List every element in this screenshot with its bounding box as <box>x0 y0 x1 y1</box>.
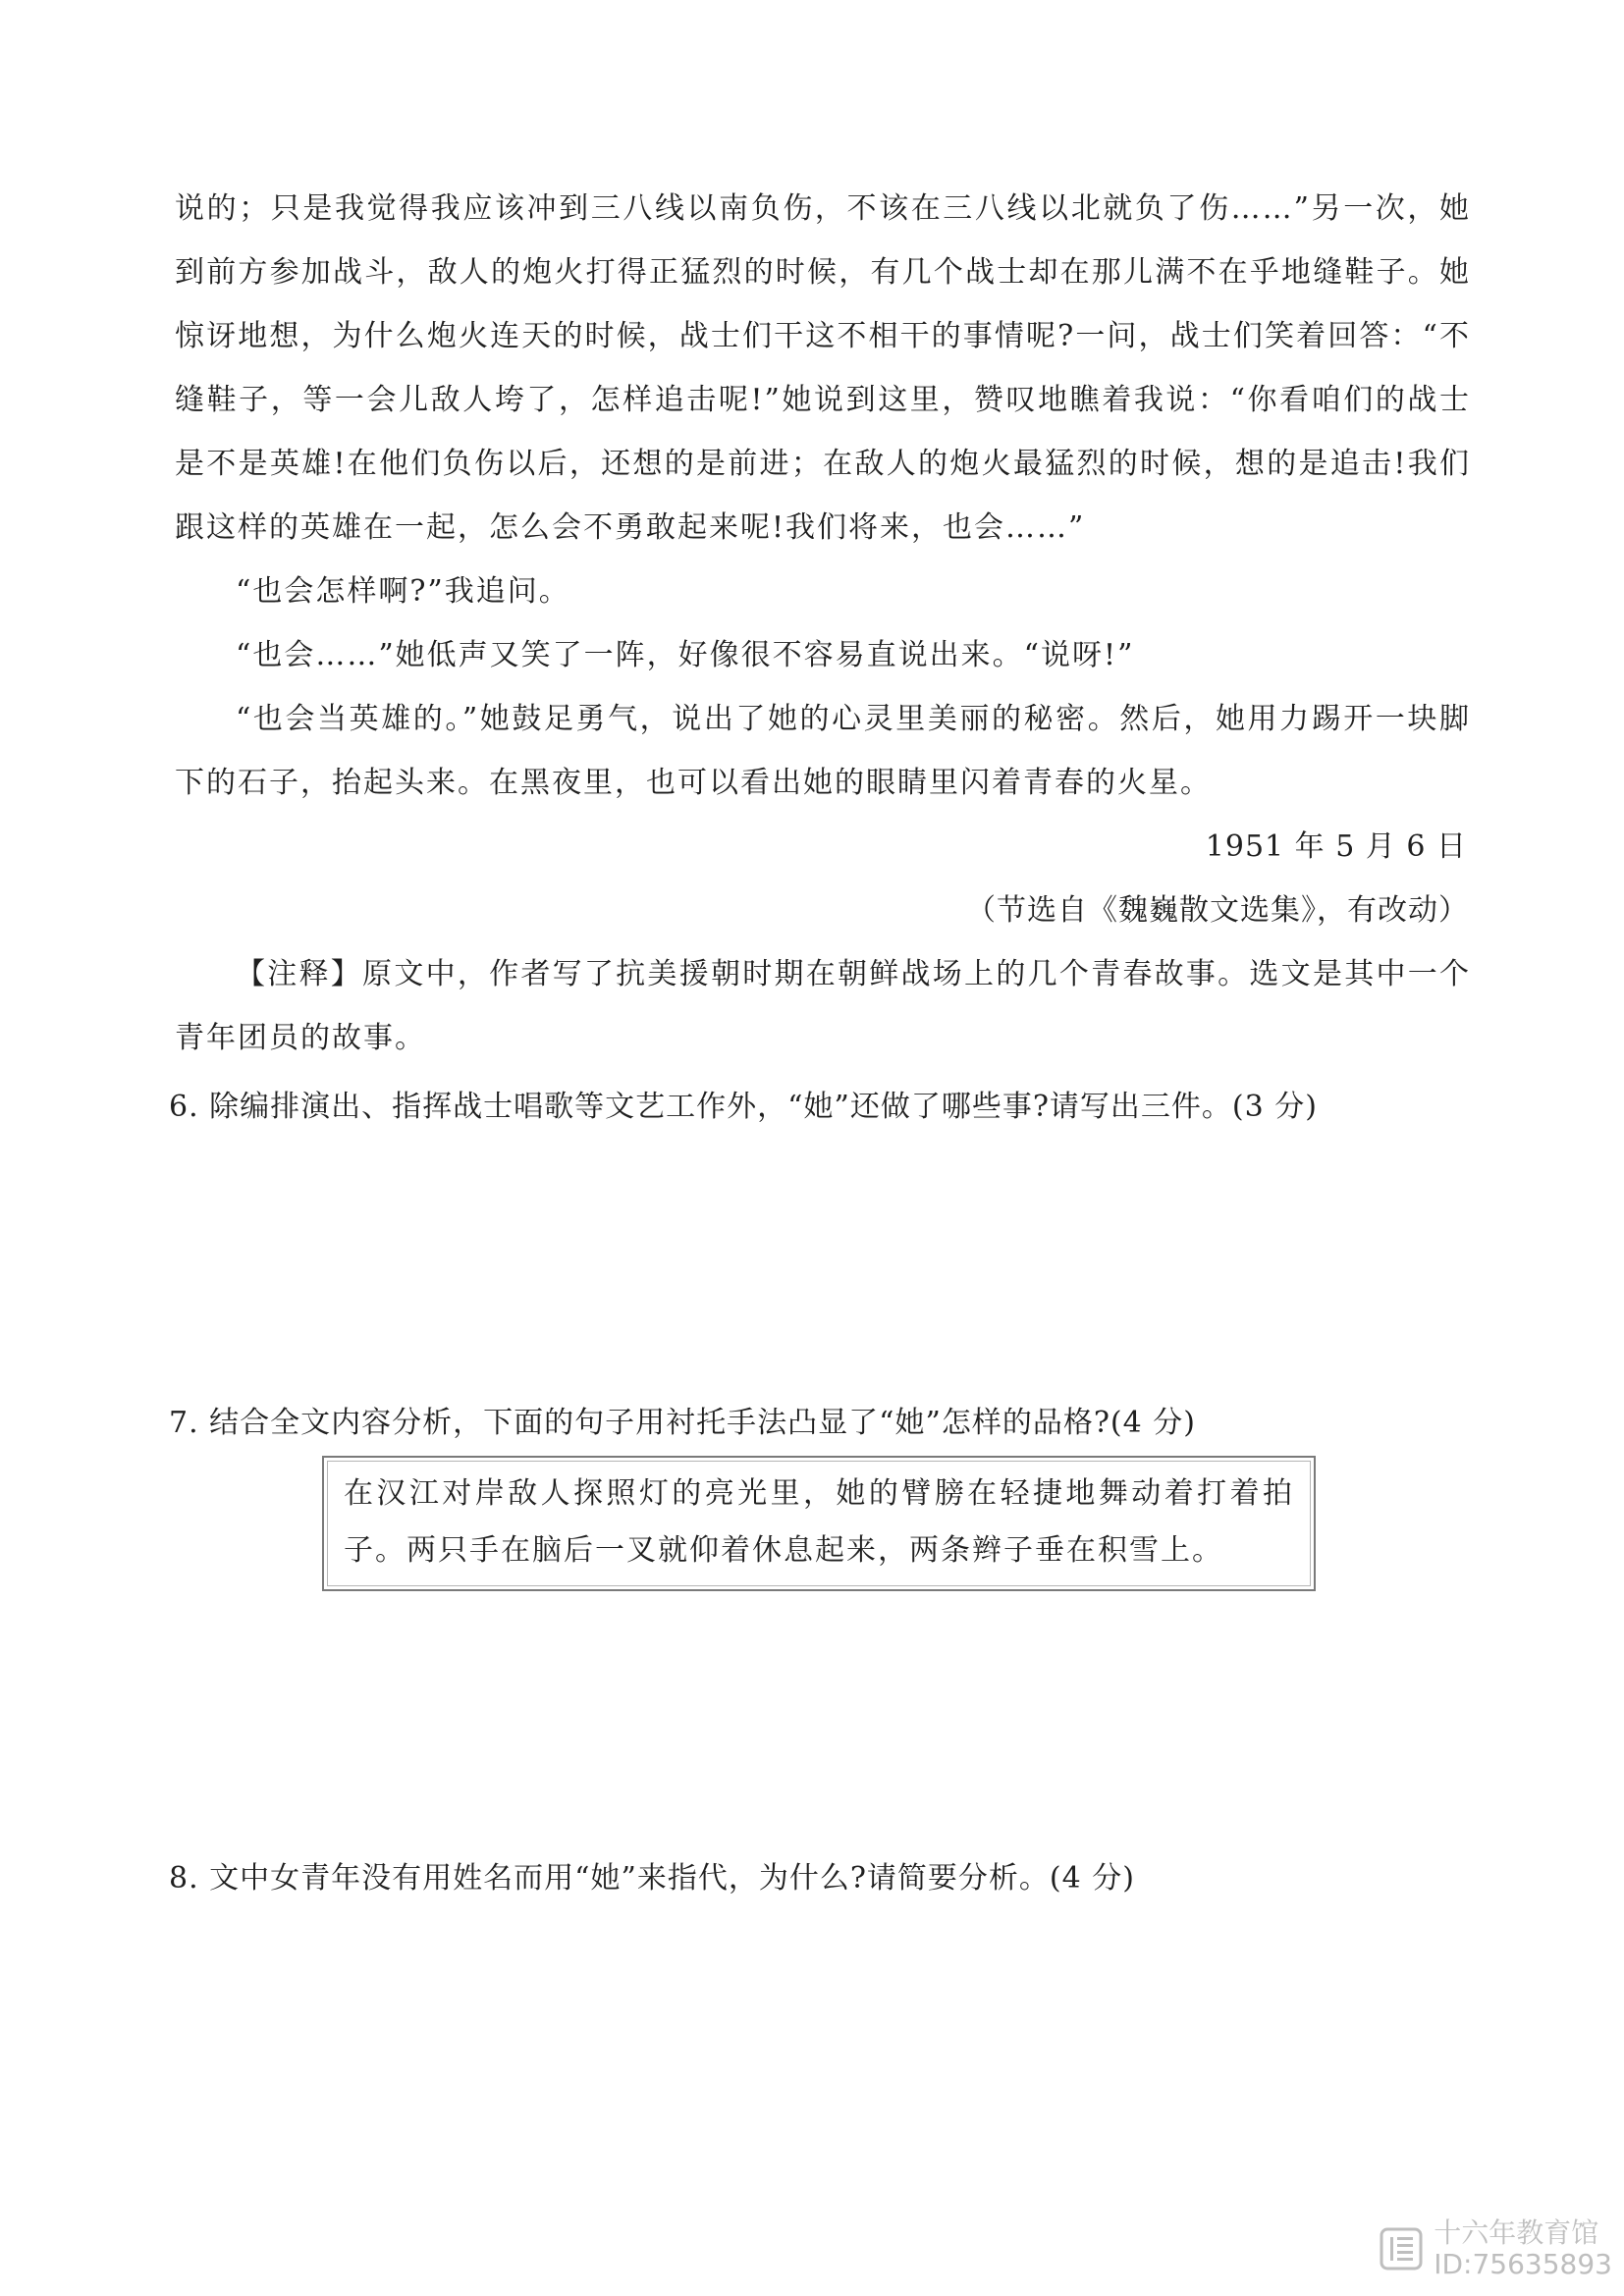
watermark-id: ID:75635893 <box>1434 2248 1612 2280</box>
passage-paragraph-2: “也会怎样啊?”我追问。 <box>236 574 570 609</box>
passage-note: 【注释】原文中，作者写了抗美援朝时期在朝鲜战场上的几个青春故事。选文是其中一个青年团员的故事。 <box>175 957 1471 1055</box>
question-7: 7. 结合全文内容分析，下面的句子用衬托手法凸显了“她”怎样的品格?(4 分) <box>169 1406 1196 1440</box>
question-7-quote-text: 在汉江对岸敌人探照灯的亮光里，她的臂膀在轻捷地舞动着打着拍子。两只手在脑后一叉就仰着休息起来，两条辫子垂在积雪上。 <box>344 1476 1294 1568</box>
toutiao-logo-icon <box>1379 2226 1424 2271</box>
watermark-name: 十六年教育馆 <box>1434 2216 1599 2249</box>
question-8: 8. 文中女青年没有用姓名而用“她”来指代，为什么?请简要分析。(4 分) <box>169 1861 1135 1896</box>
passage-paragraph-3: “也会……”她低声又笑了一阵，好像很不容易直说出来。“说呀!” <box>236 638 1135 672</box>
passage-paragraph-1: 说的；只是我觉得我应该冲到三八线以南负伤，不该在三八线以北就负了伤……”另一次，她到前方参加战斗，敌人的炮火打得正猛烈的时候，有几个战士却在那儿满不在乎地缝鞋子。她惊讶地想，为什么炮火连天的时候，战士们干这不相干的事情呢?一问，战士们笑着回答：“不缝鞋子，等一会儿敌人垮了，怎样追击呢!”她说到这里，赞叹地瞧着我说：“你看咱们的战士是不是英雄!在他们负伤以后，还想的是前进；在敌人的炮火最猛烈的时候，想的是追击!我们跟这样的英雄在一起，怎么会不勇敢起来呢!我们将来，也会……” <box>175 191 1471 545</box>
passage-paragraph-4: “也会当英雄的。”她鼓足勇气，说出了她的心灵里美丽的秘密。然后，她用力踢开一块脚下的石子，抬起头来。在黑夜里，也可以看出她的眼睛里闪着青春的火星。 <box>175 702 1471 800</box>
passage-date: 1951 年 5 月 6 日 <box>1205 829 1467 864</box>
question-6: 6. 除编排演出、指挥战士唱歌等文艺工作外，“她”还做了哪些事?请写出三件。(3 分) <box>169 1090 1318 1124</box>
passage-source: （节选自《魏巍散文选集》，有改动） <box>966 893 1469 928</box>
watermark <box>1379 2217 1612 2280</box>
question-7-quote-box <box>322 1456 1316 1591</box>
